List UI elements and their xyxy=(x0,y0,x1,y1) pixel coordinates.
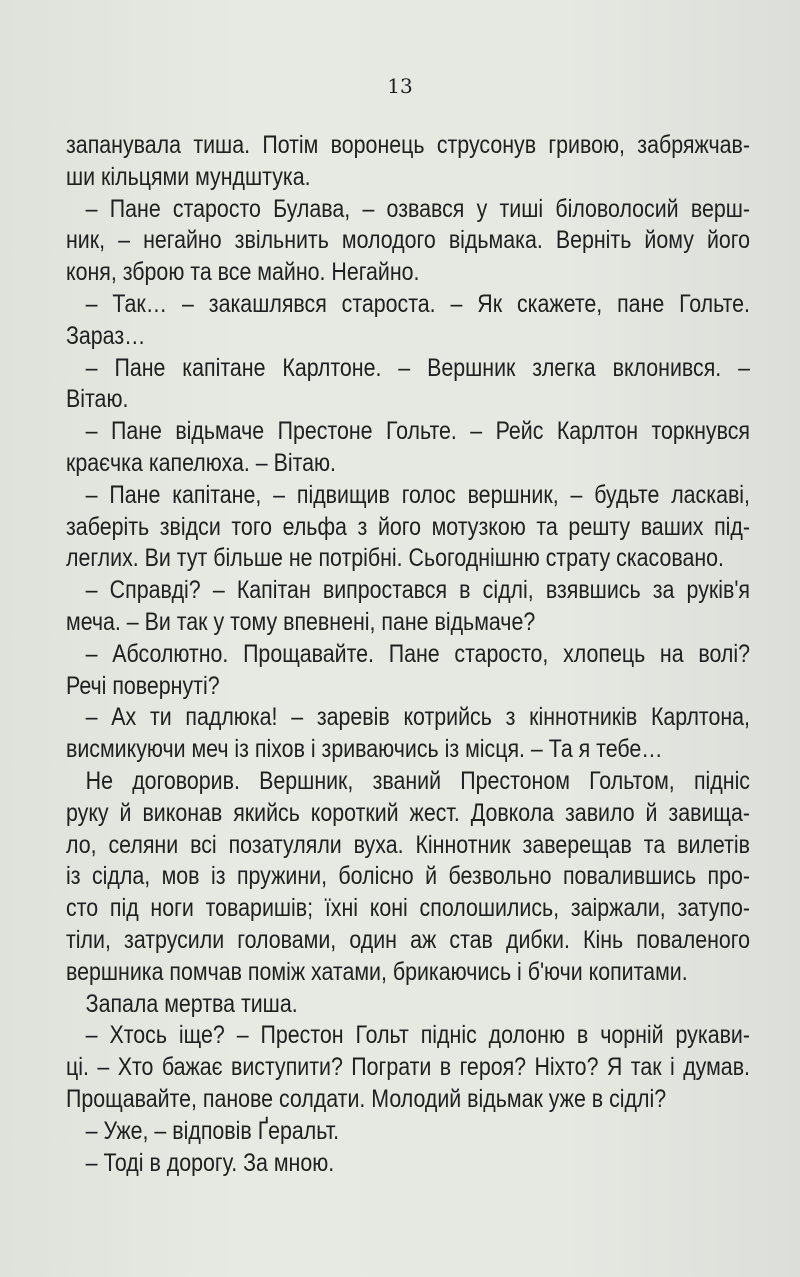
paragraph xyxy=(66,289,750,353)
text-line: – Хтось іще? – Престон Гольт підніс долоню в чорній рукави- xyxy=(85,1021,751,1050)
text-line: висмикуючи меч із піхов і зриваючись із місця. – Та я тебе… xyxy=(66,735,663,764)
text-line: – Уже, – відповів Ґеральт. xyxy=(85,1116,340,1145)
text-line: краєчка капелюха. – Вітаю. xyxy=(66,448,337,477)
text-line: ник, – негайно звільнить молодого відьмака. Верніть йому його xyxy=(66,226,750,255)
body-text xyxy=(66,130,750,1179)
text-line: – Пане старосто Булава, – озвався у тиші біловолосий верш- xyxy=(85,194,751,223)
text-line: коня, зброю та все майно. Негайно. xyxy=(66,258,420,287)
text-line: руку й виконав якийсь короткий жест. Довкола завило й завища- xyxy=(66,798,750,827)
text-line: Зараз… xyxy=(66,321,146,350)
text-line: Не договорив. Вершник, званий Престоном Гольтом, підніс xyxy=(85,766,751,795)
text-line: сто під ноги товаришів; їхні коні сполошились, заіржали, затупо- xyxy=(66,894,750,923)
text-line: – Пане відьмаче Престоне Гольте. – Рейс Карлтон торкнувся xyxy=(85,417,751,446)
text-line: – Ах ти падлюка! – заревів котрийсь з кіннотників Карлтона, xyxy=(85,703,751,732)
paragraph xyxy=(66,1020,750,1115)
paragraph xyxy=(66,416,750,480)
text-line: леглих. Ви тут більше не потрібні. Сьогоднішню страту скасовано. xyxy=(66,544,724,573)
text-line: – Пане капітане Карлтоне. – Вершник злегка вклонився. – xyxy=(85,353,751,382)
paragraph xyxy=(66,130,750,194)
text-line: Прощавайте, панове солдати. Молодий відьмак уже в сідлі? xyxy=(66,1084,667,1113)
paragraph xyxy=(66,575,750,639)
text-line: меча. – Ви так у тому впевнені, пане відьмаче? xyxy=(66,607,536,636)
paragraph xyxy=(66,989,750,1021)
text-line: Запала мертва тиша. xyxy=(85,989,298,1018)
paragraph xyxy=(66,639,750,703)
text-line: – Тоді в дорогу. За мною. xyxy=(85,1148,335,1177)
text-line: запанувала тиша. Потім воронець струсонув гривою, забряжчав- xyxy=(66,131,750,159)
text-line: Речі повернуті? xyxy=(66,671,220,700)
text-line: – Абсолютно. Прощавайте. Пане старосто, хлопець на волі? xyxy=(85,639,751,668)
text-line: – Справді? – Капітан випростався в сідлі, взявшись за руків'я xyxy=(85,576,751,605)
paragraph xyxy=(66,702,750,766)
text-line: тіли, затрусили головами, один аж став дибки. Кінь поваленого xyxy=(66,925,750,954)
text-line: вершника помчав поміж хатами, брикаючись і б'ючи копитами. xyxy=(66,957,688,986)
text-line: ці. – Хто бажає виступити? Пограти в героя? Ніхто? Я так і думав. xyxy=(66,1053,750,1082)
page-number: 13 xyxy=(387,74,413,98)
paragraph xyxy=(66,1148,750,1180)
paragraph xyxy=(66,353,750,417)
text-line: – Пане капітане, – підвищив голос вершник, – будьте ласкаві, xyxy=(85,480,751,509)
paragraph xyxy=(66,480,750,575)
paragraph xyxy=(66,1116,750,1148)
text-line: із сідла, мов із пружини, болісно й безвольно повалившись про- xyxy=(66,862,750,891)
text-line: ши кільцями мундштука. xyxy=(66,162,311,191)
text-line: заберіть звідси того ельфа з його мотузкою та решту ваших під- xyxy=(66,512,750,541)
paragraph xyxy=(66,766,750,989)
paragraph xyxy=(66,194,750,289)
text-line: – Так… – закашлявся староста. – Як скажете, пане Гольте. xyxy=(85,289,751,318)
text-line: Вітаю. xyxy=(66,385,129,414)
text-line: ло, селяни всі позатуляли вуха. Кіннотник заверещав та вилетів xyxy=(66,830,750,859)
